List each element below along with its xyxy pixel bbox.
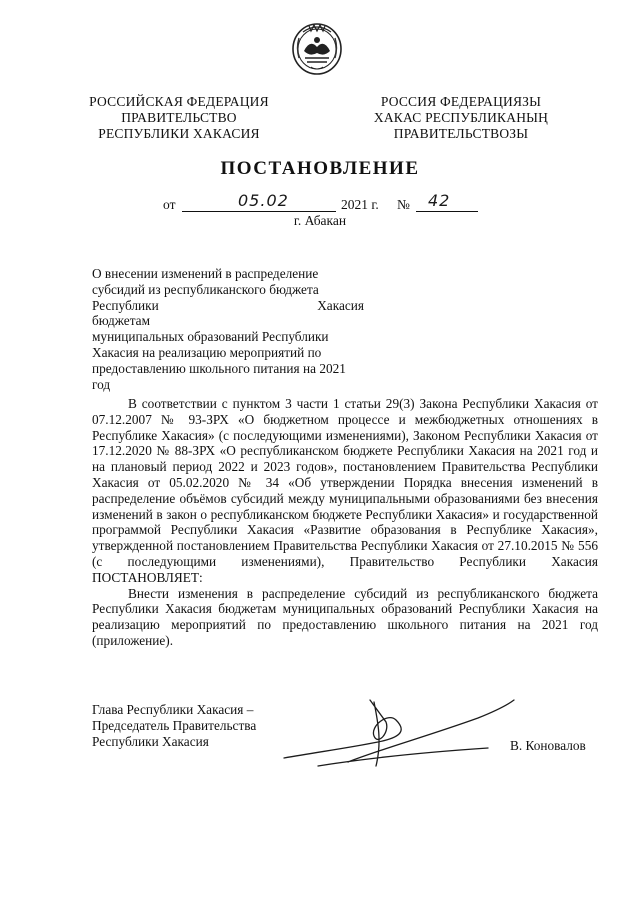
- number-sign: №: [397, 197, 410, 212]
- number-underline: [416, 211, 478, 212]
- subject-line: муниципальных образований Республики: [92, 329, 329, 345]
- header-russian: [84, 94, 274, 142]
- subject-line: субсидий из республиканского бюджета: [92, 281, 319, 297]
- body-paragraph: В соответствии с пунктом 3 части 1 статьи 29(3) Закона Республики Хакасия от 07.12.2007 № 93-ЗРХ «О бюджетном процессе и межбюджетных отношениях в Республике Хакасия» (с последующими изменениями), Законом Республики Хакасия от 17.12.2020 № 88-ЗРХ «О республиканском бюджете Республики Хакасия на 2021 год и на плановый период 2022 и 2023 годов», постановлением Правительства Республики Хакасия от 05.02.2020 № 34 «Об утверждении Порядка внесения изменений в распределение объёмов субсидий между муниципальными образованиями без внесения изменений в закон о республиканском бюджете Республики Хакасия» и государственной программой Республики Хакасия «Развитие образования в Республике Хакасия», утвержденной постановлением Правительства Республики Хакасия от 27.10.2015 № 556 (с последующими изменениями), Правительство Республики Хакасия ПОСТАНОВЛЯЕТ:: [92, 396, 598, 585]
- document-title: ПОСТАНОВЛЕНИЕ: [220, 158, 420, 179]
- subject-block: [92, 266, 364, 392]
- year-label: 2021 г.: [341, 197, 379, 212]
- header-left-line: ПРАВИТЕЛЬСТВО: [121, 110, 237, 125]
- signatory-title-line: Республики Хакасия: [92, 734, 209, 749]
- subject-line: О внесении изменений в распределение: [92, 266, 319, 281]
- signatory-title: [92, 702, 292, 750]
- subject-line: Хакасия на реализацию мероприятий по: [92, 344, 322, 360]
- date-underline: [182, 211, 336, 212]
- header-right-line: РОССИЯ ФЕДЕРАЦИЯЗЫ: [380, 94, 542, 109]
- body-paragraph: Внести изменения в распределение субсидий из республиканского бюджета Республики Хакасия бюджетам муниципальных образований Республики Хакасия на реализацию мероприятий по предоставлению школьного питания на 2021 год (приложение).: [92, 585, 598, 648]
- subject-line: год: [92, 376, 111, 392]
- header-left-line: РЕСПУБЛИКИ ХАКАСИЯ: [98, 126, 260, 141]
- date-number-row: [0, 191, 640, 215]
- signatory-title-line: Председатель Правительства: [92, 718, 257, 733]
- city-label: г. Абакан: [293, 213, 347, 228]
- signatory-name: В. Коновалов: [510, 738, 586, 753]
- signatory-title-line: Глава Республики Хакасия –: [92, 702, 254, 717]
- date-prefix: от: [163, 197, 176, 212]
- header-left-line: РОССИЙСКАЯ ФЕДЕРАЦИЯ: [89, 94, 269, 109]
- header-right-line: ХАКАС РЕСПУБЛИКАНЫҢ: [373, 110, 549, 125]
- coat-of-arms-icon: [287, 18, 347, 76]
- handwritten-date: 05.02: [238, 191, 289, 210]
- subject-line: Республики Хакасия бюджетам: [92, 297, 364, 329]
- header-khakas: [366, 94, 556, 142]
- subject-line: предоставлению школьного питания на 2021: [92, 360, 346, 376]
- handwritten-signature: [278, 692, 518, 774]
- body-text: [92, 396, 598, 649]
- header-right-line: ПРАВИТЕЛЬСТВОЗЫ: [393, 126, 529, 141]
- handwritten-number: 42: [428, 191, 451, 210]
